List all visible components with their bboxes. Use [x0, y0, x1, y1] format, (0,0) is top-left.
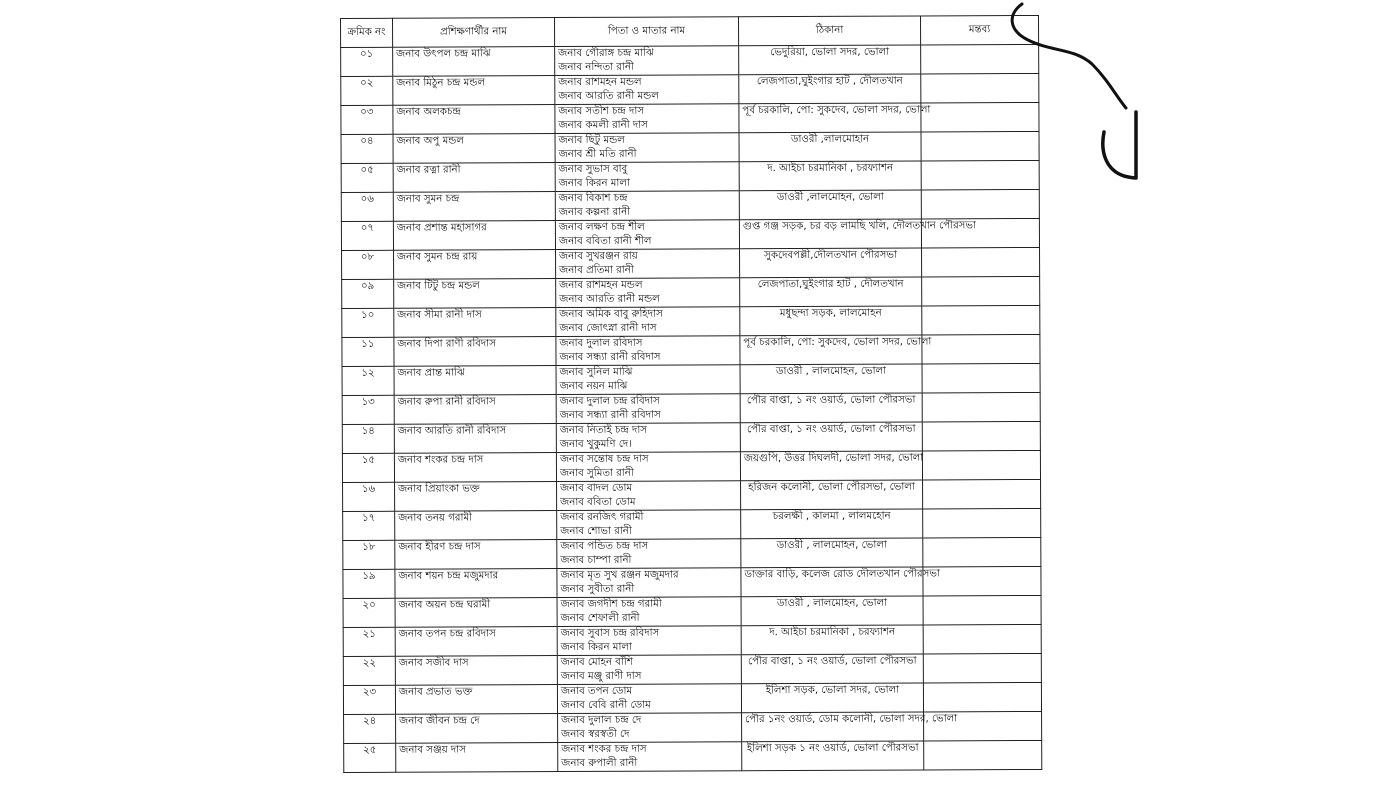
parents-cell — [556, 452, 740, 482]
father-name: জনাব মৃত সুখ রঞ্জন মজুমদার — [560, 569, 679, 582]
address-cell: পূর্ব চরকালি, পো: সুকদেব, ভোলা সদর, ভোলা — [740, 335, 922, 365]
father-name: জনাব সতীশ চন্দ্র দাস — [558, 105, 645, 118]
mother-name: জনাব ববিতা রানী শীল — [558, 235, 652, 247]
parents-cell — [555, 191, 739, 221]
parents-cell — [557, 655, 741, 685]
address-cell: ডাক্তার বাড়ি, কলেজ রোড দৌলতখান পৌরসভা — [741, 567, 923, 597]
header-remarks: মন্তব্য — [920, 15, 1038, 45]
remarks-cell — [923, 624, 1041, 654]
serial-cell: ০৮ — [342, 250, 394, 279]
trainee-name-cell: জনাব টিটু চন্দ্র মন্ডল — [394, 279, 556, 309]
remarks-cell — [922, 363, 1040, 393]
table-row — [342, 363, 1040, 395]
parents-cell — [557, 481, 741, 511]
mother-name: জনাব রুপালী রানী — [561, 757, 638, 769]
parents-cell — [556, 394, 740, 424]
serial-cell: ০১ — [341, 47, 393, 76]
trainee-name-cell: জনাব অলকচন্দ্র — [393, 105, 555, 135]
parents-cell — [557, 684, 741, 714]
trainee-name-cell: জনাব অয়ন চন্দ্র ঘরামী — [395, 598, 557, 628]
serial-cell: ২০ — [343, 598, 395, 627]
parents-cell — [556, 278, 740, 308]
table-row — [342, 450, 1040, 482]
table-row — [343, 479, 1041, 511]
address-cell: ডাওরী , লালমোহন, ভোলা — [740, 364, 922, 394]
trainee-name-cell: জনাব প্রান্ত মাঝি — [394, 366, 556, 396]
trainee-name-cell: জনাব রুপা রানী রবিদাস — [394, 395, 556, 425]
father-name: জনাব দুলাল চন্দ্র দে — [561, 714, 642, 727]
mother-name: জনাব মঞ্জু রাণী দাস — [560, 670, 642, 682]
address-cell: ইলিশা সড়ক, ভোলা সদর, ভোলা — [741, 683, 923, 713]
serial-cell: ২৩ — [343, 685, 395, 714]
table-row — [344, 740, 1042, 772]
address-cell: গুপ্ত গঞ্জ সড়ক, চর বড় লামছি খলি, দৌলতখান পৌরসভা — [739, 219, 921, 249]
parents-cell — [556, 423, 740, 453]
serial-cell: ০৭ — [341, 221, 393, 250]
father-name: জনাব লক্ষণ চন্দ্র শীল — [558, 221, 645, 234]
father-name: জনাব গৌরাঙ্গ চন্দ্র মাঝি — [558, 47, 654, 60]
header-trainee-name: প্রশিক্ষণার্থীর নাম — [393, 18, 555, 48]
serial-cell: ১৪ — [342, 424, 394, 453]
serial-cell: ০৫ — [341, 163, 393, 192]
address-cell: দ. আইচা চরমানিকা , চরফ্যাশন — [739, 161, 921, 191]
parents-cell — [556, 336, 740, 366]
serial-cell: ১২ — [342, 366, 394, 395]
table-header — [341, 15, 1039, 47]
parents-cell — [556, 249, 740, 279]
table-row — [341, 44, 1039, 76]
father-name: জনাব ছিটু মন্ডল — [558, 134, 625, 147]
remarks-cell — [922, 305, 1040, 335]
remarks-cell — [922, 450, 1040, 480]
mother-name: জনাব কল্পনা রানী — [558, 206, 631, 218]
father-name: জনাব দুলাল রবিদাস — [559, 337, 643, 350]
trainee-name-cell: জনাব সুমন চন্দ্র — [393, 192, 555, 222]
trainee-name-cell: জনাব শয়ন চন্দ্র মজুমদার — [395, 569, 557, 599]
serial-cell: ০৬ — [341, 192, 393, 221]
father-name: জনাব দুলাল চন্দ্র রবিদাস — [559, 395, 660, 408]
table-row — [343, 595, 1041, 627]
handwritten-mark — [1000, 0, 1150, 190]
table-body — [341, 44, 1042, 772]
trainee-roster-table — [340, 15, 1042, 773]
serial-cell: ১৮ — [343, 540, 395, 569]
address-cell: সুকদেবপল্লী,দৌলতখান পৌরসভা — [740, 248, 922, 278]
parents-cell — [555, 104, 739, 134]
serial-cell: ১৫ — [342, 453, 394, 482]
mother-name: জনাব সুবীতা রানী — [560, 583, 635, 595]
parents-cell — [558, 713, 742, 743]
father-name: জনাব জগদীশ চন্দ্র গরামী — [560, 598, 662, 611]
address-cell: পূর্ব চরকালি, পো: সুকদেব, ভোলা সদর, ভোলা — [739, 103, 921, 133]
trainee-name-cell: জনাব সীমা রানী দাস — [394, 308, 556, 338]
trainee-name-cell: জনাব প্রশান্ত মহাসাগর — [393, 221, 555, 251]
parents-cell — [557, 510, 741, 540]
serial-cell: ০৩ — [341, 105, 393, 134]
mother-name: জনাব আরতি রানী মন্ডল — [558, 90, 659, 102]
father-name: জনাব সন্তোষ চন্দ্র দাস — [559, 453, 649, 466]
remarks-cell — [922, 421, 1040, 451]
mother-name: জনাব ববিতা ডোম — [560, 496, 636, 508]
mother-name: জনাব নন্দিতা রানী — [558, 61, 634, 73]
remarks-cell — [923, 508, 1041, 538]
father-name: জনাব সুনিল মাঝি — [559, 366, 633, 379]
table-row — [342, 276, 1040, 308]
address-cell: পৌর বাপ্তা, ১ নং ওয়ার্ড, ভোলা পৌরসভা — [740, 393, 922, 423]
table-row — [342, 392, 1040, 424]
address-cell: হরিজন কলোনী, ভোলা পৌরসভা, ভোলা — [741, 480, 923, 510]
mother-name: জনাব প্রতিমা রানী — [559, 264, 634, 276]
father-name: জনাব সুখরঞ্জন রায় — [559, 250, 638, 263]
table-row — [341, 189, 1039, 221]
table-row — [342, 305, 1040, 337]
address-cell: পৌর বাপ্তা, ১ নং ওয়ার্ড, ভোলা পৌরসভা — [741, 654, 923, 684]
mother-name: জনাব কমলী রানী দাস — [558, 119, 648, 131]
mother-name: জনাব স্বরস্বতী দে — [561, 728, 630, 740]
father-name: জনাব পন্ডিত চন্দ্র দাস — [560, 540, 649, 553]
mother-name: জনাব শোভা রানী — [560, 525, 632, 537]
parents-cell — [555, 162, 739, 192]
parents-cell — [555, 133, 739, 163]
father-name: জনাব নিতাই চন্দ্র দাস — [559, 424, 648, 437]
serial-cell: ১১ — [342, 337, 394, 366]
mother-name: জনাব কিরন মালা — [558, 177, 630, 189]
mother-name: জনাব সন্ধ্যা রানী রবিদাস — [559, 409, 661, 421]
address-cell: ইলিশা সড়ক ১ নং ওয়ার্ড, ভোলা পৌরসভা — [742, 741, 924, 771]
remarks-cell — [923, 595, 1041, 625]
table-row — [341, 102, 1039, 134]
remarks-cell — [922, 334, 1040, 364]
father-name: জনাব সুভাস বাবু — [558, 163, 628, 176]
trainee-name-cell: জনাব সঞ্জয় দাস — [396, 743, 558, 773]
serial-cell: ২৫ — [344, 743, 396, 772]
serial-cell: ০৯ — [342, 279, 394, 308]
serial-cell: ১০ — [342, 308, 394, 337]
remarks-cell — [923, 479, 1041, 509]
parents-cell — [555, 46, 739, 76]
remarks-cell — [922, 392, 1040, 422]
table-row — [341, 218, 1039, 250]
parents-cell — [555, 220, 739, 250]
serial-cell: ১৩ — [342, 395, 394, 424]
serial-cell: ১৯ — [343, 569, 395, 598]
table-row — [343, 624, 1041, 656]
header-serial: ক্রমিক নং — [341, 18, 393, 47]
trainee-name-cell: জনাব রত্না রানী — [393, 163, 555, 193]
remarks-cell — [921, 189, 1039, 219]
serial-cell: ১৭ — [343, 511, 395, 540]
trainee-name-cell: জনাব সজীব দাস — [395, 656, 557, 686]
table-row — [344, 711, 1042, 743]
serial-cell: ২১ — [343, 627, 395, 656]
parents-cell — [556, 307, 740, 337]
address-cell: ডাওরী , লালমোহন, ভোলা — [741, 538, 923, 568]
remarks-cell — [923, 682, 1041, 712]
remarks-cell — [923, 566, 1041, 596]
mother-name: জনাব আরতি রানী মন্ডল — [559, 293, 660, 305]
parents-cell — [555, 75, 739, 105]
address-cell: দ. আইচা চরমানিকা , চরফ্যাশন — [741, 625, 923, 655]
father-name: জনাব অমিক বাবু রুহিদাস — [559, 308, 663, 321]
trainee-name-cell: জনাব অপু মন্ডল — [393, 134, 555, 164]
table-row — [341, 160, 1039, 192]
mother-name: জনাব সন্ধ্যা রানী রবিদাস — [559, 351, 661, 363]
trainee-name-cell: জনাব শংকর চন্দ্র দাস — [394, 453, 556, 483]
table-row — [342, 421, 1040, 453]
serial-cell: ২২ — [343, 656, 395, 685]
table-row — [341, 73, 1039, 105]
trainee-name-cell: জনাব প্রভাত ভক্ত — [395, 685, 557, 715]
table-row — [343, 566, 1041, 598]
father-name: জনাব সুবাস চন্দ্র রবিদাস — [560, 627, 660, 640]
serial-cell: ০৪ — [341, 134, 393, 163]
mother-name: জনাব শেফালী রানী — [560, 612, 640, 624]
address-cell: পৌর বাপ্তা, ১ নং ওয়ার্ড, ভোলা পৌরসভা — [740, 422, 922, 452]
mother-name: জনাব সুমিতা রানী — [559, 467, 634, 479]
father-name: জনাব শংকর চন্দ্র দাস — [561, 743, 647, 756]
trainee-name-cell: জনাব প্রিয়াংকা ভক্ত — [395, 482, 557, 512]
parents-cell — [557, 568, 741, 598]
serial-cell: ২৪ — [344, 714, 396, 743]
father-name: জনাব বিকাশ চন্দ্র — [558, 192, 628, 205]
father-name: জনাব বাদল ডোম — [560, 482, 633, 495]
remarks-cell — [923, 537, 1041, 567]
parents-cell — [557, 539, 741, 569]
header-row — [341, 15, 1039, 47]
address-cell: জয়গুপি, উত্তর দিঘলদী, ভোলা সদর, ভোলা — [740, 451, 922, 481]
table-row — [342, 334, 1040, 366]
mother-name: জনাব কিরন মালা — [560, 641, 632, 653]
parents-cell — [558, 742, 742, 772]
table-row — [343, 653, 1041, 685]
father-name: জনাব রাশমহন মন্ডল — [558, 76, 642, 89]
address-cell: পৌর ১নং ওয়ার্ড, ডোম কলোনী, ভোলা সদর, ভোলা — [742, 712, 924, 742]
address-cell: ডাওরী ,লালমোহান — [739, 132, 921, 162]
mother-name: জনাব খুকুমণি দে। — [559, 438, 632, 450]
address-cell: ভেদুরিয়া, ভোলা সদর, ভোলা — [739, 45, 921, 75]
table-row — [343, 508, 1041, 540]
header-address: ঠিকানা — [738, 16, 920, 46]
remarks-cell — [922, 247, 1040, 277]
parents-cell — [557, 626, 741, 656]
remarks-cell — [923, 653, 1041, 683]
mother-name: জনাব চাম্পা রানী — [560, 554, 632, 566]
trainee-name-cell: জনাব উৎপল চন্দ্র মাঝি — [393, 47, 555, 77]
mother-name: জনাব জোৎস্না রানী দাস — [559, 322, 657, 334]
address-cell: ডাওরী , লালমোহন, ভোলা — [741, 596, 923, 626]
remarks-cell — [922, 276, 1040, 306]
trainee-name-cell: জনাব আরতি রানী রবিদাস — [394, 424, 556, 454]
address-cell: মধুছন্দা সড়ক, লালমোহন — [740, 306, 922, 336]
mother-name: জনাব নয়ন মাঝি — [559, 380, 628, 392]
mother-name: জনাব শ্রী মতি রানী — [558, 148, 637, 160]
trainee-name-cell: জনাব সুমন চন্দ্র রায় — [394, 250, 556, 280]
father-name: জনাব মোহন বাঁশি — [560, 656, 633, 669]
table-row — [341, 131, 1039, 163]
trainee-name-cell: জনাব দিপা রাণী রবিদাস — [394, 337, 556, 367]
address-cell: ডাওরী ,লালমোহন, ভোলা — [739, 190, 921, 220]
address-cell: লেজপাতা,ঘুইংগার হাট , দৌলতখান — [740, 277, 922, 307]
mother-name: জনাব বেবি রানী ডোম — [560, 699, 651, 711]
table-row — [342, 247, 1040, 279]
trainee-name-cell: জনাব তপন চন্দ্র রবিদাস — [395, 627, 557, 657]
address-cell: লেজপাতা,ঘুইংগার হাট , দৌলতখান — [739, 74, 921, 104]
trainee-name-cell: জনাব হীরণ চন্দ্র দাস — [395, 540, 557, 570]
serial-cell: ০২ — [341, 76, 393, 105]
parents-cell — [557, 597, 741, 627]
document-sheet — [340, 15, 1041, 780]
trainee-name-cell: জনাব মিঠুন চন্দ্র মন্ডল — [393, 76, 555, 106]
parents-cell — [556, 365, 740, 395]
header-parents-name: পিতা ও মাতার নাম — [555, 17, 739, 47]
table-row — [343, 682, 1041, 714]
father-name: জনাব তপন ডোম — [560, 685, 633, 698]
trainee-name-cell: জনাব জীবন চন্দ্র দে — [396, 714, 558, 744]
serial-cell: ১৬ — [343, 482, 395, 511]
address-cell: চরলক্ষী , কালমা , লালমহোন — [741, 509, 923, 539]
remarks-cell — [924, 740, 1042, 770]
father-name: জনাব রাশমহন মন্ডল — [559, 279, 643, 292]
trainee-name-cell: জনাব তনয় গরামী — [395, 511, 557, 541]
table-row — [343, 537, 1041, 569]
father-name: জনাব রনজিৎ গরামী — [560, 511, 644, 524]
